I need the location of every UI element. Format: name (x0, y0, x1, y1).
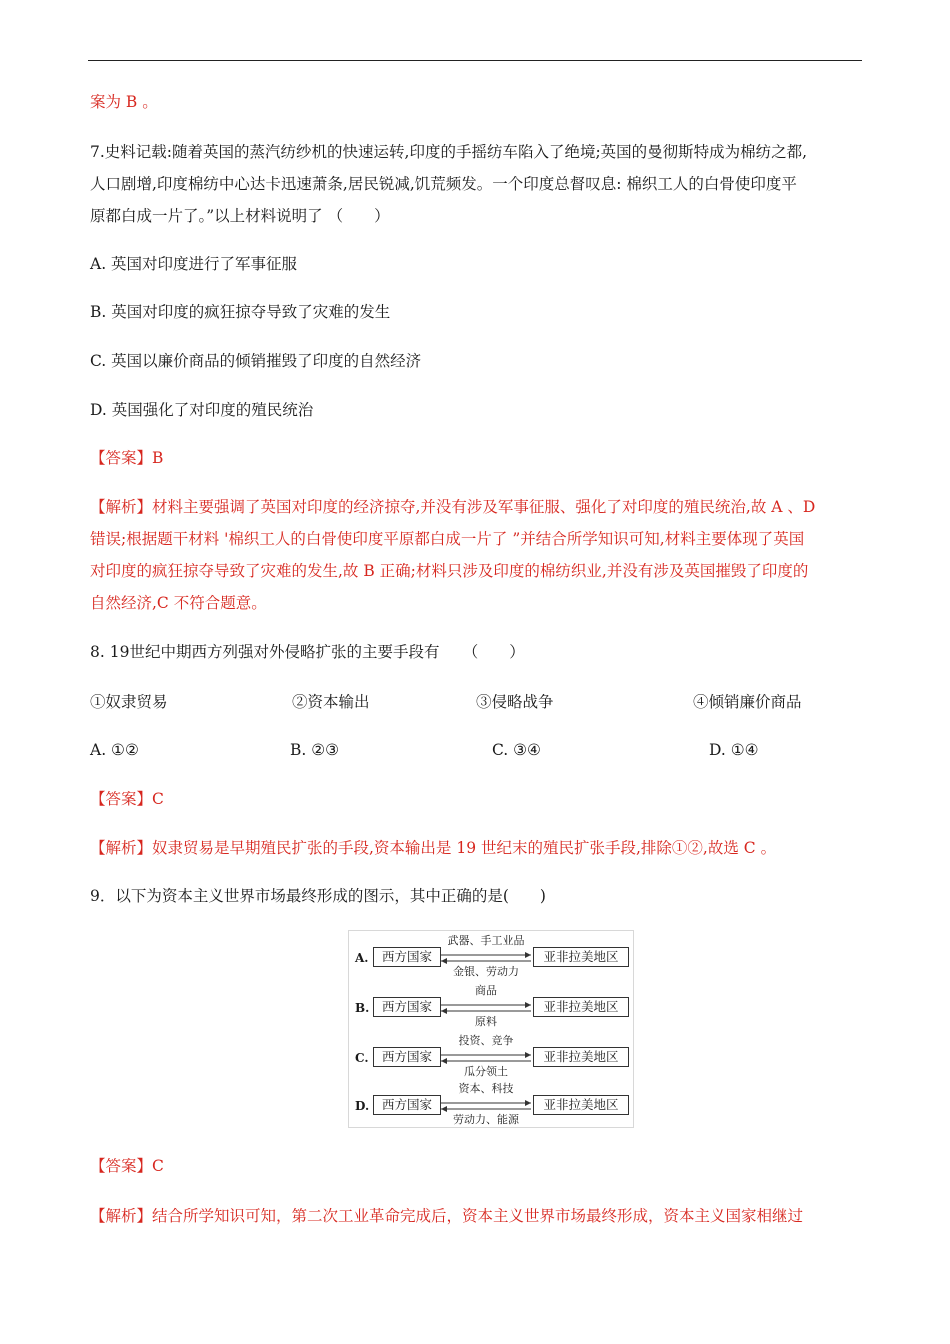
q8-stem: 8. 19世纪中期西方列强对外侵略扩张的主要手段有 （ ） (90, 643, 525, 661)
region-box: 亚非拉美地区 (533, 1095, 629, 1115)
q7-stem-line3: 原都白成一片了。”以上材料说明了 （ ） (90, 207, 390, 225)
q7-option-d: D. 英国强化了对印度的殖民统治 (90, 401, 314, 419)
q8-analysis: 【解析】奴隶贸易是早期殖民扩张的手段,资本输出是 19 世纪末的殖民扩张手段,排除①②,故选 C 。 (90, 839, 777, 857)
flow-bottom-label: 原料 (475, 1015, 497, 1028)
q7-analysis-line3: 对印度的疯狂掠夺导致了灾难的发生,故 B 正确;材料只涉及印度的棉纺织业,并没有涉及英国摧毁了印度的 (90, 562, 809, 580)
q7-option-a: A. 英国对印度进行了军事征服 (90, 255, 298, 273)
west-box: 西方国家 (373, 947, 441, 967)
flow-top-label: 武器、手工业品 (447, 934, 525, 947)
row-label: B. (355, 1001, 370, 1015)
q8-option-a: A. ①② (90, 741, 139, 759)
q7-option-c: C. 英国以廉价商品的倾销摧毁了印度的自然经济 (90, 352, 422, 370)
diagram-row-c (349, 1035, 633, 1081)
q7-answer: 【答案】B (90, 449, 164, 467)
q8-item-3: ③侵略战争 (476, 693, 554, 711)
diagram-row-a (349, 935, 633, 981)
q8-option-d: D. ①④ (709, 741, 759, 759)
row-label: A. (355, 951, 369, 965)
q9-answer: 【答案】C (90, 1157, 164, 1175)
flow-top-label: 商品 (475, 984, 497, 997)
q7-analysis-line1: 【解析】材料主要强调了英国对印度的经济掠夺,并没有涉及军事征服、强化了对印度的殖民统治,故 A 、D (90, 498, 816, 516)
q7-analysis-line2: 错误;根据题干材料 '棉织工人的白骨使印度平原都白成一片了 ”并结合所学知识可知,材料主要体现了英国 (90, 530, 805, 548)
q9-analysis-line1: 【解析】结合所学知识可知，第二次工业革命完成后，资本主义世界市场最终形成，资本主义国家相继过 (90, 1207, 804, 1225)
flow-bottom-label: 瓜分领土 (464, 1065, 508, 1078)
q8-item-2: ②资本输出 (292, 693, 370, 711)
q8-item-1: ①奴隶贸易 (90, 693, 168, 711)
row-label: C. (355, 1051, 369, 1065)
diagram-row-b (349, 985, 633, 1031)
row-label: D. (355, 1099, 370, 1113)
header-rule (88, 60, 862, 61)
region-box: 亚非拉美地区 (533, 997, 629, 1017)
q7-stem-line2: 人口剧增,印度棉纺中心达卡迅速萧条,居民锐减,饥荒频发。一个印度总督叹息: 棉织工人的白骨使印度平 (90, 175, 797, 193)
trade-flow-diagram (348, 930, 634, 1128)
west-box: 西方国家 (373, 1095, 441, 1115)
q8-option-c: C. ③④ (492, 741, 541, 759)
flow-bottom-label: 金银、劳动力 (453, 965, 519, 978)
west-box: 西方国家 (373, 1047, 441, 1067)
q7-option-b: B. 英国对印度的疯狂掠夺导致了灾难的发生 (90, 303, 391, 321)
q7-analysis-line4: 自然经济,C 不符合题意。 (90, 594, 267, 612)
west-box: 西方国家 (373, 997, 441, 1017)
q7-stem-line1: 7.史料记载:随着英国的蒸汽纺纱机的快速运转,印度的手摇纺车陷入了绝境;英国的曼彻斯特成为棉纺之都, (90, 143, 808, 161)
flow-top-label: 投资、竞争 (458, 1034, 514, 1047)
region-box: 亚非拉美地区 (533, 1047, 629, 1067)
q8-option-b: B. ②③ (290, 741, 340, 759)
flow-top-label: 资本、科技 (458, 1082, 514, 1095)
diagram-row-d (349, 1083, 633, 1129)
previous-answer-tail: 案为 B 。 (90, 93, 158, 111)
q9-stem: 9．以下为资本主义世界市场最终形成的图示，其中正确的是( ) (90, 887, 546, 905)
flow-bottom-label: 劳动力、能源 (453, 1113, 519, 1126)
q8-answer: 【答案】C (90, 790, 164, 808)
region-box: 亚非拉美地区 (533, 947, 629, 967)
q8-item-4: ④倾销廉价商品 (693, 693, 802, 711)
